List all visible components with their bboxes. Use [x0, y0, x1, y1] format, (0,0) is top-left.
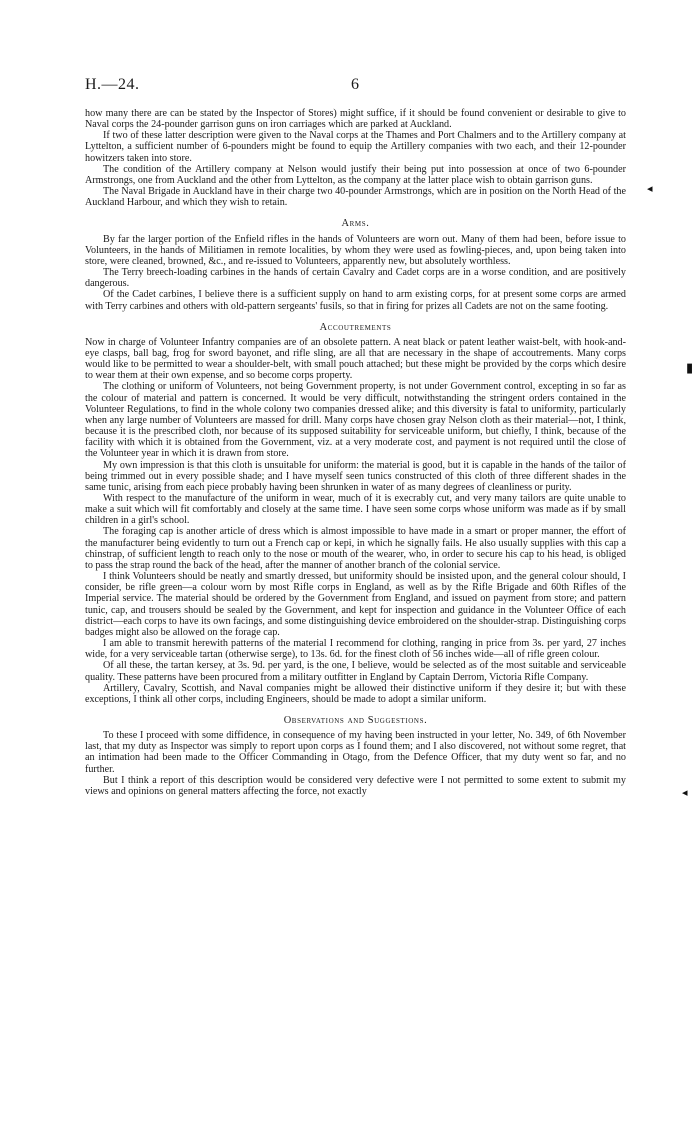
paragraph: If two of these latter description were given to the Naval corps at the Thames and Port Chalmers and to the Artillery company at Lyttelton, a sufficient number of 6-pounders might be found to equip the Artillery companies with two each, and their 12-pounder howitzers taken into store. [85, 130, 626, 164]
paragraph: To these I proceed with some diffidence, in consequence of my having been instructed in your letter, No. 349, of 6th November last, that my duty as Inspector was simply to report upon corps as I found them; and I also discovered, not without some regret, that an intimation had been made to the Officer Commanding in Otago, from the Defence Officer, that my duty went so far, and no further. [85, 730, 626, 775]
paragraph: The condition of the Artillery company at Nelson would justify their being put into possession at once of two 6-pounder Armstrongs, one from Auckland and the other from Lyttelton, as the company at the latter place wish to obtain garrison guns. [85, 163, 626, 186]
paragraph: The Terry breech-loading carbines in the hands of certain Cavalry and Cadet corps are in a worse condition, and are positively dangerous. [85, 267, 626, 290]
paragraph: My own impression is that this cloth is unsuitable for uniform: the material is good, but it is capable in the hands of the tailor of being trimmed out in every possible shade; and I have myself seen tunics constructed of this cloth of three different shades in the same tunic, arising from each piece probably having been shrunken in water of as many degrees of cleanliness or purity. [85, 459, 626, 493]
margin-mark: ◂ [682, 787, 688, 799]
margin-mark: ◂ [647, 183, 653, 195]
body-text [85, 108, 626, 797]
paragraph: how many there are can be stated by the Inspector of Stores) might suffice, if it should be found convenient or desirable to give to Naval corps the 24-pounder garrison guns on iron carriages which are parked at Auckland. [85, 108, 626, 131]
section-heading: Observations and Suggestions. [283, 714, 428, 726]
paragraph: The clothing or uniform of Volunteers, not being Government property, is not under Government control, excepting in so far as the colour of material and pattern is concerned. It would be very difficult, notwithstanding the stringent orders contained in the Volunteer Regulations, to find in the whole colony two companies dressed alike; and this diversity is fatal to uniformity, particularly when any large number of Volunteers are massed for drill. Many corps have chosen gray Nelson cloth as their material—not, I think, because it is the prescribed cloth, nor because of its supposed suitability for serviceable uniform, but chiefly, I think, because of the facility with which it is obtained from the Government, viz. at a very moderate cost, and payment is not required until the close of the Volunteer year in which it is drawn from store. [85, 381, 626, 460]
paragraph: Of all these, the tartan kersey, at 3s. 9d. per yard, is the one, I believe, would be selected as of the most suitable and serviceable quality. These patterns have been procured from a military outfitter in England by Captain Derrom, Victoria Rifle Company. [85, 660, 626, 683]
paragraph: By far the larger portion of the Enfield rifles in the hands of Volunteers are worn out. Many of them had been, before issue to Volunteers, in the hands of Militiamen in remote localities, by whom they were used as fowling-pieces, and, upon being taken into store, were cleaned, browned, &c., and re-issued to Volunteers, apparently new, but absolutely worthless. [85, 233, 626, 267]
paragraph: The Naval Brigade in Auckland have in their charge two 40-pounder Armstrongs, which are in position on the North Head of the Auckland Harbour, and which they wish to retain. [85, 186, 626, 209]
paragraph: Now in charge of Volunteer Infantry companies are of an obsolete pattern. A neat black or patent leather waist-belt, with hook-and-eye clasps, ball bag, frog for sword bayonet, and rifle sling, are all that are necessary in the shape of accoutrements. Many corps would like to be permitted to wear a shoulder-belt, with small pouch attached; but these might be provided by the corps which desire to wear them at their own expense, and so become corps property. [85, 336, 626, 382]
section-heading: Accoutrements [319, 321, 392, 333]
paragraph: I am able to transmit herewith patterns of the material I recommend for clothing, ranging in price from 3s. per yard, 27 inches wide, for a very serviceable tartan (otherwise serge), to 13s. 6d. for the finest cloth of 56 inches wide—all of rifle green colour. [85, 638, 626, 661]
paragraph: The foraging cap is another article of dress which is almost impossible to have made in a smart or proper manner, the effort of the manufacturer being evidently to turn out a French cap or kepi, in which he signally fails. He also usually supplies with this cap a chinstrap, of sufficient length to reach only to the nose or mouth of the wearer, who, in order to secure his cap to his head, is obliged to pass the strap round the back of the head, after the manner of another branch of the colonial service. [85, 526, 626, 571]
document-reference: H.—24. [85, 76, 140, 93]
paragraph: But I think a report of this description would be considered very defective were I not permitted to some extent to submit my views and opinions on general matters affecting the force, not exactly [85, 774, 626, 797]
page-number: 6 [351, 76, 359, 93]
section-heading: Arms. [341, 218, 370, 230]
paragraph: I think Volunteers should be neatly and smartly dressed, but uniformity should be insisted upon, and the general colour should, I consider, be rifle green—a colour worn by most Rifle corps in England, as well as by the Rifle Brigade and 60th Rifles of the Imperial service. The material should be ordered by the Government from England, and issued on payment from store; and pattern tunic, cap, and trousers should be sealed by the Government, and kept for inspection and guidance in the Volunteer Office of each district—each corps to have its own facings, and some distinguishing device embroidered on the shoulder-strap. Distinguishing corps badges might also be allowed on the forage cap. [85, 571, 626, 638]
margin-mark: ▮ [686, 360, 694, 375]
paragraph: Of the Cadet carbines, I believe there is a sufficient supply on hand to arm existing corps, for at present some corps are armed with Terry carbines and others with old-pattern sergeants' fusils, so that in firing for prizes all Cadets are not on the same footing. [85, 289, 626, 312]
page-header [85, 76, 625, 100]
paragraph: Artillery, Cavalry, Scottish, and Naval companies might be allowed their distinctive uniform if they desire it; but with these exceptions, I think all other corps, including Engineers, should be made to adopt a similar uniform. [85, 682, 626, 705]
paragraph: With respect to the manufacture of the uniform in wear, much of it is execrably cut, and very many tailors are quite unable to make a suit which will fit comfortably and closely at the same time. I have seen some corps whose uniform was made as if by small children in a girl's school. [85, 493, 626, 527]
